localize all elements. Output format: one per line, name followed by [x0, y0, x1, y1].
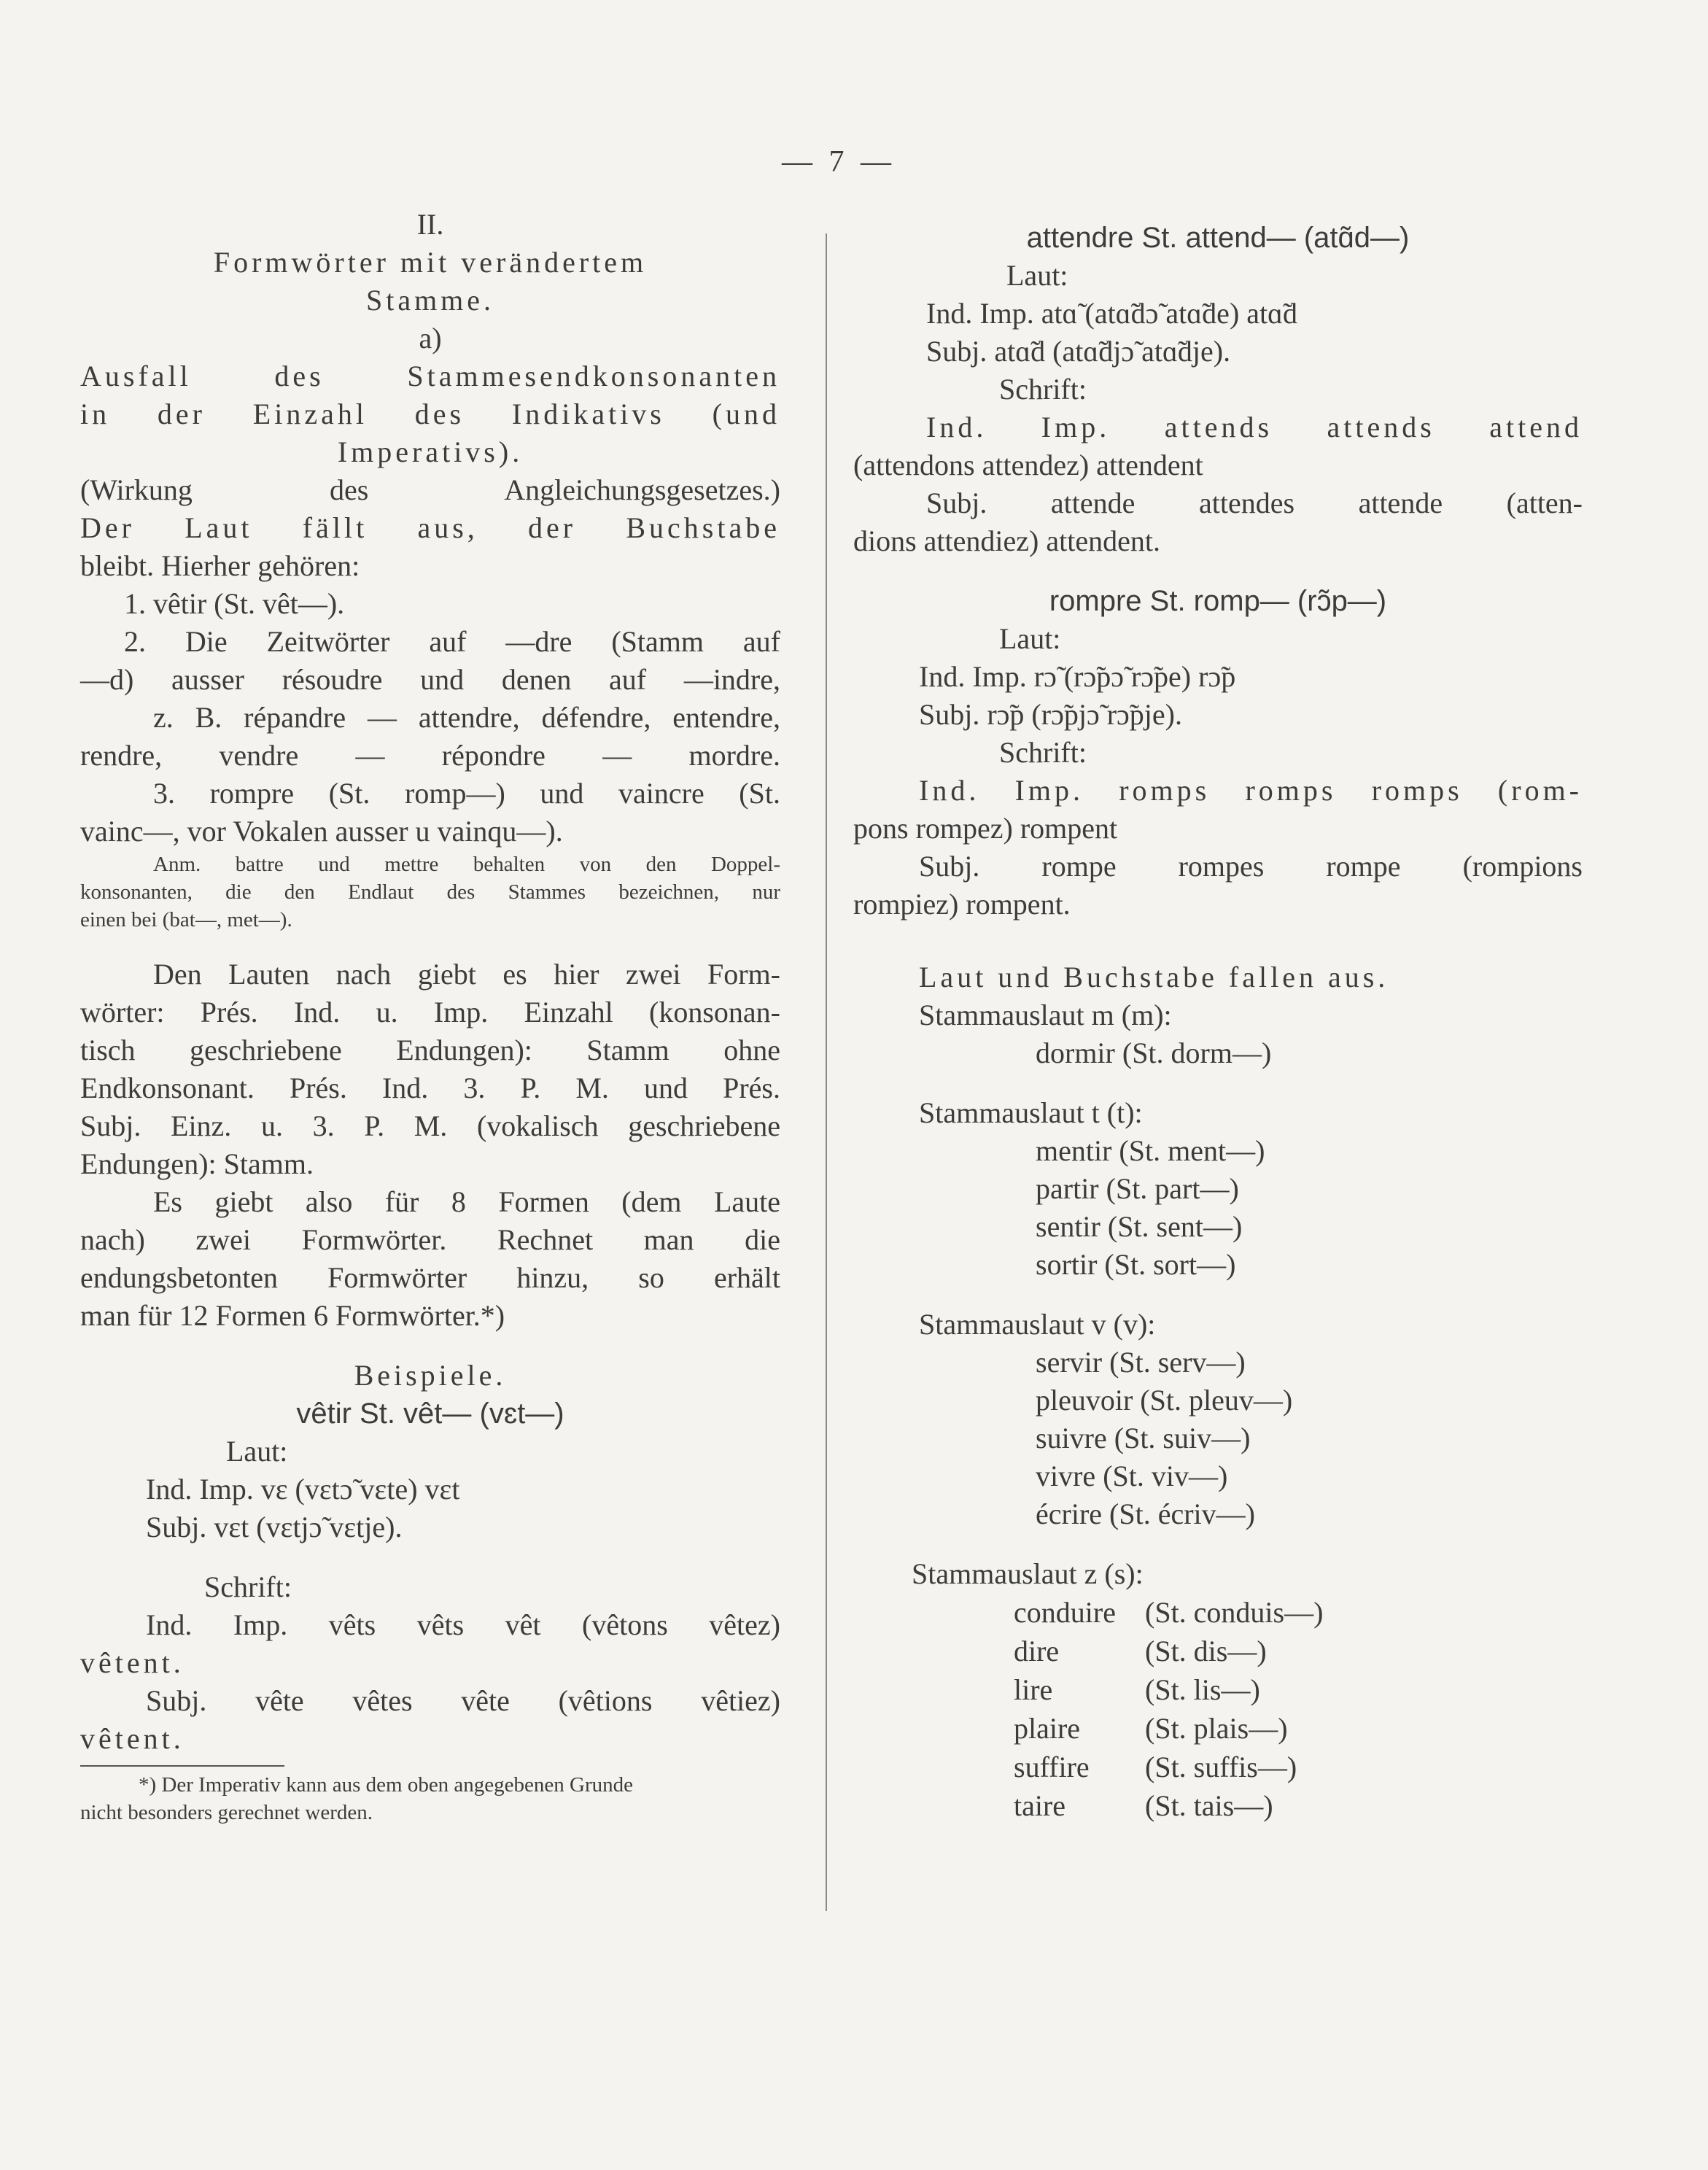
text-line: Ind. Imp. vɛ (vɛtɔ̃ vɛte) vɛt	[146, 1473, 460, 1506]
page-number: — 7 —	[782, 145, 896, 179]
right-column	[853, 219, 1583, 1825]
text-line: z. B. répandre — attendre, défendre, entendre,	[153, 701, 780, 734]
text-line: Der Laut fällt aus, der Buchstabe	[80, 511, 780, 544]
stem: (St. dis—)	[1145, 1635, 1267, 1667]
note-line: konsonanten, die den Endlaut des Stammes bezeichnen, nur	[80, 880, 780, 904]
stem-group-heading: Stammauslaut t (t):	[919, 1096, 1143, 1129]
text-line: —d) ausser résoudre und denen auf —indre,	[80, 663, 780, 696]
text-line: bleibt. Hierher gehören:	[80, 549, 360, 582]
subsection-title: in der Einzahl des Indikativs (und	[80, 398, 780, 430]
example-title: vêtir St. vêt— (vɛt—)	[296, 1398, 564, 1430]
label-schrift: Schrift:	[999, 373, 1087, 406]
text-line: rendre, vendre — répondre — mordre.	[80, 739, 780, 772]
stem: (St. lis—)	[1145, 1673, 1260, 1706]
text-line: (attendons attendez) attendent	[853, 449, 1203, 481]
text-line: wörter: Prés. Ind. u. Imp. Einzahl (konsonan-	[80, 996, 780, 1028]
label-laut: Laut:	[1006, 259, 1068, 292]
example-title: attendre St. attend— (atɑ̃d—)	[1026, 222, 1410, 254]
text-line: Endkonsonant. Prés. Ind. 3. P. M. und Prés.	[80, 1072, 780, 1104]
list-item: partir (St. part—)	[1036, 1172, 1239, 1205]
text-line: Ind. Imp. vêts vêts vêt (vêtons vêtez)	[146, 1608, 780, 1641]
column-divider	[826, 233, 827, 1911]
text-line: pons rompez) rompent	[853, 812, 1118, 845]
subsection-label: a)	[419, 322, 442, 354]
text-line: Es giebt also für 8 Formen (dem Laute	[153, 1185, 780, 1218]
section-number: II.	[416, 208, 444, 241]
list-item: vivre (St. viv—)	[1036, 1460, 1228, 1492]
footnote: *) Der Imperativ kann aus dem oben angegebenen Grunde	[139, 1773, 634, 1797]
verb: suffire	[1014, 1751, 1090, 1783]
text-line: Den Lauten nach giebt es hier zwei Form-	[153, 958, 780, 991]
subheading: Laut und Buchstabe fallen aus.	[919, 961, 1389, 993]
text-line: Endungen): Stamm.	[80, 1147, 314, 1180]
text-line: Subj. attende attendes attende (atten-	[926, 487, 1583, 519]
section-heading: Stamme.	[365, 284, 495, 317]
subsection-title: Imperativs).	[337, 435, 524, 468]
text-line: Ind. Imp. romps romps romps (rom-	[919, 774, 1583, 807]
section-heading: Formwörter mit verändertem	[213, 246, 648, 279]
stem: (St. plais—)	[1145, 1712, 1288, 1745]
list-item: 2. Die Zeitwörter auf —dre (Stamm auf	[124, 625, 780, 658]
left-column	[80, 206, 780, 1826]
text-line: nach) zwei Formwörter. Rechnet man die	[80, 1223, 780, 1256]
text-line: endungsbetonten Formwörter hinzu, so erhält	[80, 1261, 780, 1294]
footnote: nicht besonders gerechnet werden.	[80, 1801, 373, 1824]
example-title: rompre St. romp— (rɔ̃p—)	[1049, 585, 1387, 617]
note-line: Anm. battre und mettre behalten von den Doppel-	[153, 853, 780, 876]
stem-group-heading: Stammauslaut v (v):	[919, 1308, 1156, 1341]
text-line: rompiez) rompent.	[853, 888, 1071, 921]
verb: lire	[1014, 1673, 1053, 1706]
text-line: Ind. Imp. rɔ̃ (rɔ̃pɔ̃ rɔ̃pe) rɔ̃p	[919, 660, 1236, 693]
stem-group-heading: Stammauslaut m (m):	[919, 999, 1172, 1031]
stem: (St. tais—)	[1145, 1789, 1273, 1822]
verb: conduire	[1014, 1596, 1116, 1629]
note-line: einen bei (bat—, met—).	[80, 908, 292, 931]
label-laut: Laut:	[226, 1435, 288, 1468]
verb: dire	[1014, 1635, 1060, 1667]
list-item: suivre (St. suiv—)	[1036, 1422, 1251, 1454]
text-line: man für 12 Formen 6 Formwörter.*)	[80, 1299, 505, 1332]
text-line: vêtent.	[80, 1722, 185, 1755]
label-schrift: Schrift:	[204, 1570, 292, 1603]
text-line: dions attendiez) attendent.	[853, 524, 1160, 557]
text-line: Subj. atɑ̃d (atɑ̃djɔ̃ atɑ̃dje).	[926, 335, 1231, 368]
text-line: Ind. Imp. attends attends attend	[926, 411, 1583, 443]
text-line: Subj. rɔ̃p (rɔ̃pjɔ̃ rɔ̃pje).	[919, 698, 1182, 731]
list-item: sortir (St. sort—)	[1036, 1248, 1236, 1281]
text-line: Ind. Imp. atɑ̃ (atɑ̃dɔ̃ atɑ̃de) atɑ̃d	[926, 297, 1298, 330]
examples-heading: Beispiele.	[354, 1359, 507, 1392]
text-line: tisch geschriebene Endungen): Stamm ohne	[80, 1034, 780, 1066]
list-item: sentir (St. sent—)	[1036, 1210, 1243, 1243]
text-line: Subj. vête vêtes vête (vêtions vêtiez)	[146, 1684, 780, 1717]
subsection-title: Ausfall des Stammesendkonsonanten	[80, 360, 780, 392]
list-item: écrire (St. écriv—)	[1036, 1497, 1255, 1530]
footnote-rule	[80, 1765, 284, 1767]
list-item: pleuvoir (St. pleuv—)	[1036, 1384, 1293, 1417]
list-item: mentir (St. ment—)	[1036, 1134, 1265, 1167]
list-item: 3. rompre (St. romp—) und vaincre (St.	[153, 777, 780, 810]
verb: plaire	[1014, 1712, 1081, 1745]
text-line: vêtent.	[80, 1646, 185, 1679]
verb: taire	[1014, 1789, 1066, 1822]
text-line: vainc—, vor Vokalen ausser u vainqu—).	[80, 815, 563, 848]
rule-effect: (Wirkung des Angleichungsgesetzes.)	[80, 473, 780, 506]
stem-table	[853, 1593, 1583, 1825]
stem: (St. suffis—)	[1145, 1751, 1297, 1783]
list-item: servir (St. serv—)	[1036, 1346, 1246, 1379]
list-item: dormir (St. dorm—)	[1036, 1036, 1272, 1069]
text-line: Subj. vɛt (vɛtjɔ̃ vɛtje).	[146, 1511, 403, 1543]
text-line: Subj. rompe rompes rompe (rompions	[919, 850, 1583, 883]
text-line: Subj. Einz. u. 3. P. M. (vokalisch geschriebene	[80, 1109, 780, 1142]
label-schrift: Schrift:	[999, 736, 1087, 769]
label-laut: Laut:	[999, 622, 1061, 655]
list-item: 1. vêtir (St. vêt—).	[124, 587, 345, 620]
stem: (St. conduis—)	[1145, 1596, 1324, 1629]
stem-group-heading: Stammauslaut z (s):	[912, 1557, 1144, 1590]
